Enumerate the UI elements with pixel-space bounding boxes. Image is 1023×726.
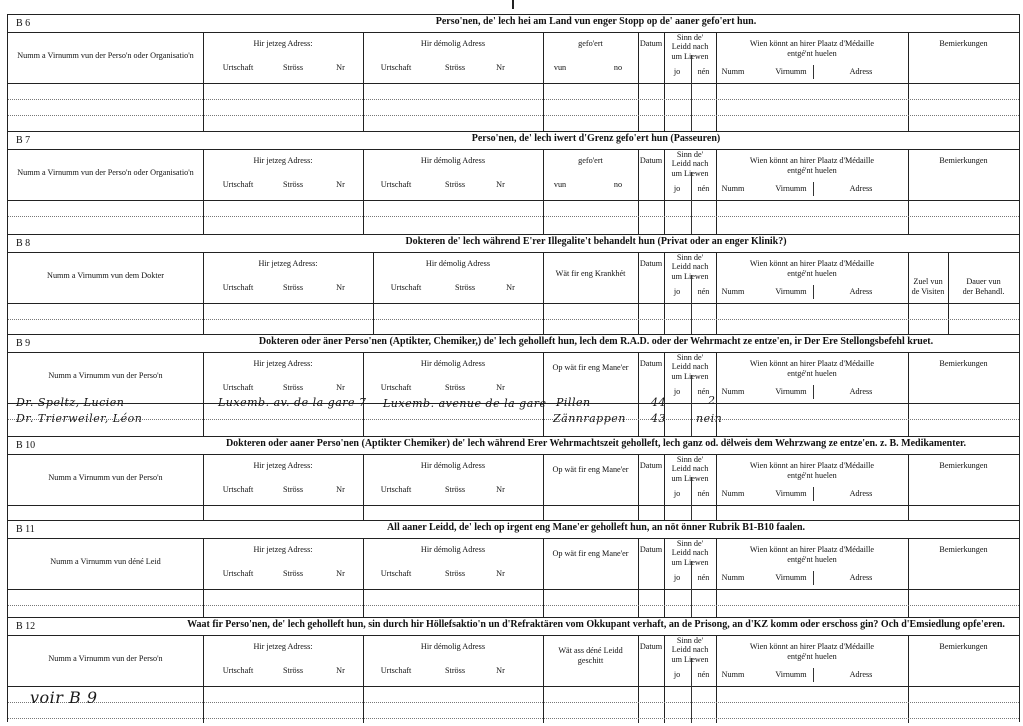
label-virnumm: Virnumm: [775, 184, 807, 193]
label-jo: jo: [673, 67, 681, 76]
dotted-entry-line: [8, 605, 1019, 606]
dotted-entry-line: [8, 419, 1019, 420]
column-divider: [691, 561, 692, 618]
label-stross: Ströss: [282, 569, 304, 578]
label-um-liewen: um Liewen: [671, 474, 709, 483]
section-b9: [8, 334, 1019, 437]
label-sinn-de: Sinn de': [676, 636, 704, 645]
code-underline: [8, 352, 173, 353]
label-op-wat: Op wät fir eng Mane'er: [552, 465, 629, 474]
label-adress: Adress: [849, 287, 873, 296]
section-code: B 8: [16, 238, 31, 249]
label-hir-demolig: Hir démolig Adress: [420, 642, 486, 651]
label-jo: jo: [673, 387, 681, 396]
label-vun: vun: [553, 180, 567, 189]
section-title: Dokteren de' lech während E'rer Illegalite't behandelt hun (Privat oder an enger Klinik?): [405, 236, 787, 247]
label-nen: nén: [697, 67, 710, 76]
label-numm: Numm: [721, 287, 745, 296]
label-numm: Numm: [721, 573, 745, 582]
row-divider: [8, 83, 1019, 84]
section-b7: [8, 131, 1019, 235]
label-stross: Ströss: [444, 485, 466, 494]
handwritten-b9-datum2: 43: [651, 412, 666, 425]
label-stross: Ströss: [444, 666, 466, 675]
label-virnumm: Virnumm: [775, 287, 807, 296]
label-nen: nén: [697, 670, 710, 679]
label-nr: Nr: [496, 383, 505, 392]
section-title: Dokteren oder aaner Perso'nen (Aptikter Chemiker) de' lech während Erer Wehrmachtszeit geholleft, lech ganz od. dëlweis dem Wehrzwang ze entze'en. z. B. Medikamenter.: [225, 438, 967, 449]
row-divider: [8, 303, 1019, 304]
label-op-wat: Op wät fir eng Mane'er: [552, 363, 629, 372]
label-numm-perso-b9: Numm a Virnumm vun der Perso'n: [48, 473, 163, 482]
section-title: Perso'nen, de' lech hei am Land vun enger Stopp op de' aaner gefo'ert hun.: [435, 16, 757, 27]
label-stross: Ströss: [444, 569, 466, 578]
label-virnumm: Virnumm: [775, 489, 807, 498]
title-underline: [173, 352, 1019, 353]
section-title: Perso'nen, de' lech iwert d'Grenz gefo'ert hun (Passeuren): [471, 133, 721, 144]
label-stross: Ströss: [282, 383, 304, 392]
handwritten-b9-addr-now: Luxemb. av. de la gare 7: [218, 396, 367, 409]
label-datum: Datum: [639, 259, 663, 268]
label-datum: Datum: [639, 156, 663, 165]
label-ortschaft: Urtschaft: [222, 63, 254, 72]
label-hir-jetzeg: Hir jetzeg Adress:: [253, 156, 313, 165]
section-title: Waat fir Perso'nen, de' lech geholleft hun, sin durch hir Höllefsaktio'n un d'Refraktären vom Okkupant verhaft, an de Prisong, an d'KZ komm oder erschoss gin? Och d'Emsiedlung opfe'eren.: [187, 619, 1005, 630]
questionnaire-sheet: [7, 14, 1020, 722]
handwritten-b9-method2: Zännrappen: [553, 412, 626, 425]
code-underline: [8, 454, 173, 455]
column-divider: [691, 275, 692, 335]
label-numm-dene: Numm a Virnumm vun déné Leid: [50, 557, 161, 566]
label-wien-konnt: Wien könnt an hirer Plaatz d'Médaille: [749, 359, 875, 368]
dotted-entry-line: [8, 115, 1019, 116]
handwritten-b9-name2: Dr. Trierweiler, Léon: [16, 412, 143, 425]
handwritten-b9-method1: Pillen: [556, 396, 591, 409]
label-nen: nén: [697, 387, 710, 396]
column-divider: [813, 668, 814, 682]
label-wat-leidd-line1: Wät ass déné Leidd: [558, 646, 623, 655]
label-leidd-nach: Leidd nach: [671, 262, 709, 271]
label-leidd-nach: Leidd nach: [671, 159, 709, 168]
label-sinn-de: Sinn de': [676, 353, 704, 362]
dotted-entry-line: [8, 718, 1019, 719]
label-ortschaft: Urtschaft: [380, 180, 412, 189]
top-tick-mark: [512, 0, 514, 9]
label-virnumm: Virnumm: [775, 573, 807, 582]
dotted-entry-line: [8, 702, 1019, 703]
label-ortschaft: Urtschaft: [380, 485, 412, 494]
label-numm: Numm: [721, 184, 745, 193]
dotted-entry-line: [8, 99, 1019, 100]
label-numm-perso: Numm a Virnumm vun der Perso'n oder Organisatio'n: [17, 51, 194, 60]
label-nen: nén: [697, 184, 710, 193]
label-datum: Datum: [639, 461, 663, 470]
title-underline: [173, 252, 1019, 253]
label-nr: Nr: [506, 283, 515, 292]
code-underline: [8, 149, 173, 150]
handwritten-b9-addr-then: Luxemb. avenue de la gare: [383, 397, 547, 410]
label-leidd-nach: Leidd nach: [671, 42, 709, 51]
column-divider: [813, 285, 814, 299]
label-entgent: entgé'nt huelen: [787, 269, 837, 278]
label-adress: Adress: [849, 670, 873, 679]
code-underline: [8, 32, 173, 33]
label-leidd-nach: Leidd nach: [671, 464, 709, 473]
label-no: no: [613, 180, 623, 189]
label-numm: Numm: [721, 489, 745, 498]
column-divider: [691, 477, 692, 521]
label-nr: Nr: [496, 485, 505, 494]
label-stross: Ströss: [444, 383, 466, 392]
column-divider: [691, 375, 692, 437]
column-divider: [813, 182, 814, 196]
column-divider: [543, 252, 544, 335]
label-wien-konnt: Wien könnt an hirer Plaatz d'Médaille: [749, 39, 875, 48]
label-nr: Nr: [496, 666, 505, 675]
title-underline: [173, 454, 1019, 455]
label-um-liewen: um Liewen: [671, 169, 709, 178]
column-divider: [813, 571, 814, 585]
label-de-visiten: de Visiten: [911, 287, 945, 296]
label-sinn-de: Sinn de': [676, 150, 704, 159]
label-hir-demolig: Hir démolig Adress: [420, 359, 486, 368]
label-nr: Nr: [336, 63, 345, 72]
label-bemierkungen: Bemierkungen: [939, 359, 988, 368]
label-sinn-de: Sinn de': [676, 539, 704, 548]
label-dauer-vun: Dauer vun: [966, 277, 1001, 286]
label-numm: Numm: [721, 387, 745, 396]
label-entgent: entgé'nt huelen: [787, 555, 837, 564]
title-underline: [173, 32, 1019, 33]
section-code: B 9: [16, 338, 31, 349]
handwritten-b9-nr: 2: [708, 394, 716, 407]
code-underline: [8, 538, 173, 539]
label-gefoert: gefo'ert: [578, 39, 603, 48]
label-hir-demolig: Hir démolig Adress: [420, 545, 486, 554]
label-adress: Adress: [849, 573, 873, 582]
label-wien-konnt: Wien könnt an hirer Plaatz d'Médaille: [749, 259, 875, 268]
label-stross: Ströss: [282, 283, 304, 292]
label-bemierkungen: Bemierkungen: [939, 39, 988, 48]
label-nr: Nr: [336, 283, 345, 292]
label-ortschaft: Urtschaft: [380, 666, 412, 675]
label-wien-konnt: Wien könnt an hirer Plaatz d'Médaille: [749, 545, 875, 554]
label-entgent: entgé'nt huelen: [787, 652, 837, 661]
column-divider: [813, 385, 814, 399]
label-leidd-nach: Leidd nach: [671, 645, 709, 654]
label-wat-leidd-line2: geschitt: [577, 656, 604, 665]
label-hir-demolig: Hir démolig Adress: [420, 461, 486, 470]
label-virnumm: Virnumm: [775, 67, 807, 76]
label-leidd-nach: Leidd nach: [671, 362, 709, 371]
handwritten-b12-note: voir B 9: [30, 688, 98, 707]
label-entgent: entgé'nt huelen: [787, 471, 837, 480]
dotted-entry-line: [8, 319, 1019, 320]
label-adress: Adress: [849, 489, 873, 498]
label-stross: Ströss: [282, 485, 304, 494]
label-ortschaft: Urtschaft: [380, 383, 412, 392]
column-divider: [691, 658, 692, 723]
row-divider: [8, 505, 1019, 506]
label-sinn-de: Sinn de': [676, 33, 704, 42]
label-nr: Nr: [336, 180, 345, 189]
label-nen: nén: [697, 573, 710, 582]
label-hir-jetzeg: Hir jetzeg Adress:: [253, 642, 313, 651]
label-datum: Datum: [639, 642, 663, 651]
label-entgent: entgé'nt huelen: [787, 166, 837, 175]
code-underline: [8, 252, 173, 253]
label-stross: Ströss: [282, 666, 304, 675]
label-stross: Ströss: [454, 283, 476, 292]
label-vun: vun: [553, 63, 567, 72]
label-sinn-de: Sinn de': [676, 253, 704, 262]
label-ortschaft: Urtschaft: [222, 180, 254, 189]
label-hir-demolig: Hir démolig Adress: [420, 39, 486, 48]
section-code: B 12: [16, 621, 36, 632]
label-hir-jetzeg: Hir jetzeg Adress:: [253, 461, 313, 470]
label-numm-perso-b9: Numm a Virnumm vun der Perso'n: [48, 371, 163, 380]
label-nen: nén: [697, 287, 710, 296]
label-wien-konnt: Wien könnt an hirer Plaatz d'Médaille: [749, 642, 875, 651]
label-nen: nén: [697, 489, 710, 498]
label-adress: Adress: [849, 387, 873, 396]
label-zuel-vun: Zuel vun: [913, 277, 943, 286]
label-datum: Datum: [639, 39, 663, 48]
section-b8: [8, 234, 1019, 335]
label-hir-jetzeg: Hir jetzeg Adress:: [253, 545, 313, 554]
label-bemierkungen: Bemierkungen: [939, 461, 988, 470]
label-ortschaft: Urtschaft: [222, 383, 254, 392]
label-um-liewen: um Liewen: [671, 372, 709, 381]
label-numm: Numm: [721, 67, 745, 76]
label-entgent: entgé'nt huelen: [787, 369, 837, 378]
label-numm-dokter: Numm a Virnumm vun dem Dokter: [47, 271, 164, 280]
label-bemierkungen: Bemierkungen: [939, 642, 988, 651]
section-title: All aaner Leidd, de' lech op irgent eng Mane'er geholleft hun, an nöt önner Rubrik B1-B10 faalen.: [386, 522, 806, 533]
label-jo: jo: [673, 287, 681, 296]
label-virnumm: Virnumm: [775, 387, 807, 396]
handwritten-b9-nen: nein: [696, 412, 723, 425]
label-leidd-nach: Leidd nach: [671, 548, 709, 557]
title-underline: [173, 149, 1019, 150]
label-um-liewen: um Liewen: [671, 52, 709, 61]
label-sinn-de: Sinn de': [676, 455, 704, 464]
label-um-liewen: um Liewen: [671, 558, 709, 567]
row-divider: [8, 686, 1019, 687]
label-um-liewen: um Liewen: [671, 655, 709, 664]
section-code: B 11: [16, 524, 35, 535]
label-hir-demolig: Hir démolig Adress: [420, 156, 486, 165]
label-numm-perso: Numm a Virnumm vun der Perso'n oder Organisatio'n: [17, 168, 194, 177]
code-underline: [8, 635, 173, 636]
title-underline: [173, 538, 1019, 539]
label-wien-konnt: Wien könnt an hirer Plaatz d'Médaille: [749, 461, 875, 470]
label-jo: jo: [673, 184, 681, 193]
label-datum: Datum: [639, 545, 663, 554]
row-divider: [8, 200, 1019, 201]
section-code: B 7: [16, 135, 31, 146]
section-b6: [8, 14, 1019, 132]
label-jo: jo: [673, 489, 681, 498]
label-virnumm: Virnumm: [775, 670, 807, 679]
row-divider: [8, 589, 1019, 590]
label-nr: Nr: [336, 569, 345, 578]
label-datum: Datum: [639, 359, 663, 368]
handwritten-b9-name1: Dr. Speltz, Lucien: [16, 396, 125, 409]
label-jo: jo: [673, 670, 681, 679]
dotted-entry-line: [8, 216, 1019, 217]
label-nr: Nr: [496, 180, 505, 189]
section-b11: [8, 520, 1019, 618]
label-der-behandl: der Behandl.: [962, 287, 1005, 296]
label-stross: Ströss: [282, 180, 304, 189]
label-entgent: entgé'nt huelen: [787, 49, 837, 58]
label-adress: Adress: [849, 67, 873, 76]
label-um-liewen: um Liewen: [671, 272, 709, 281]
label-hir-jetzeg: Hir jetzeg Adress:: [253, 359, 313, 368]
label-ortschaft: Urtschaft: [390, 283, 422, 292]
section-title: Dokteren oder äner Perso'nen (Aptikter, Chemiker,) de' lech geholleft hun, lech dem R.A.D. oder der Wehrmacht ze entze'en, ir Der Ere Stellongsbefehl kruet.: [258, 336, 934, 347]
label-nr: Nr: [336, 383, 345, 392]
label-no: no: [613, 63, 623, 72]
label-ortschaft: Urtschaft: [222, 569, 254, 578]
label-ortschaft: Urtschaft: [380, 569, 412, 578]
title-underline: [173, 635, 1019, 636]
label-stross: Ströss: [444, 63, 466, 72]
label-nr: Nr: [496, 63, 505, 72]
label-numm: Numm: [721, 670, 745, 679]
section-code: B 10: [16, 440, 36, 451]
label-ortschaft: Urtschaft: [222, 485, 254, 494]
label-gefoert: gefo'ert: [578, 156, 603, 165]
label-op-wat: Op wät fir eng Mane'er: [552, 549, 629, 558]
label-stross: Ströss: [444, 180, 466, 189]
label-ortschaft: Urtschaft: [222, 283, 254, 292]
label-hir-jetzeg: Hir jetzeg Adress:: [253, 39, 313, 48]
label-bemierkungen: Bemierkungen: [939, 156, 988, 165]
handwritten-b9-datum1: 44: [651, 396, 666, 409]
label-ortschaft: Urtschaft: [380, 63, 412, 72]
section-code: B 6: [16, 18, 31, 29]
column-divider: [813, 487, 814, 501]
label-nr: Nr: [336, 666, 345, 675]
label-hir-demolig: Hir démolig Adress: [425, 259, 491, 268]
section-b10: [8, 436, 1019, 521]
label-ortschaft: Urtschaft: [222, 666, 254, 675]
column-divider: [691, 172, 692, 235]
label-adress: Adress: [849, 184, 873, 193]
label-wat-krankhet: Wät fir eng Krankhét: [555, 269, 626, 278]
label-jo: jo: [673, 573, 681, 582]
label-nr: Nr: [496, 569, 505, 578]
column-divider: [813, 65, 814, 79]
section-b12: [8, 617, 1019, 723]
label-numm-perso-b9: Numm a Virnumm vun der Perso'n: [48, 654, 163, 663]
label-hir-jetzeg: Hir jetzeg Adress:: [258, 259, 318, 268]
label-nr: Nr: [336, 485, 345, 494]
label-stross: Ströss: [282, 63, 304, 72]
label-wien-konnt: Wien könnt an hirer Plaatz d'Médaille: [749, 156, 875, 165]
label-bemierkungen: Bemierkungen: [939, 545, 988, 554]
